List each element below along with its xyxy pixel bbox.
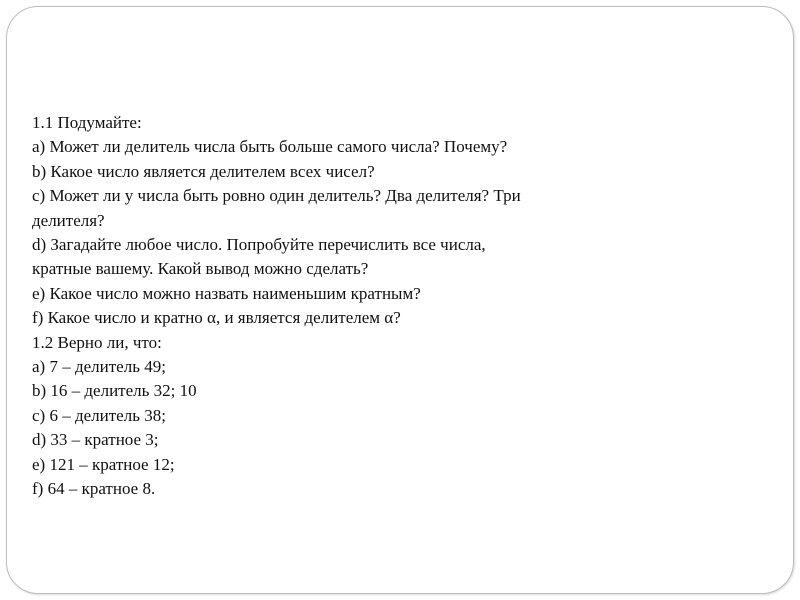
question-1-1-c-continued: делителя? <box>32 210 105 230</box>
question-1-1-b: b) Какое число является делителем всех чисел? <box>32 161 375 181</box>
section-heading-1-2: 1.2 Верно ли, что: <box>32 332 162 352</box>
question-1-1-d-continued: кратные вашему. Какой вывод можно сделать? <box>32 259 369 279</box>
statement-1-2-f: f) 64 – кратное 8. <box>32 479 156 499</box>
question-1-1-a: a) Может ли делитель числа быть больше самого числа? Почему? <box>32 137 508 157</box>
question-1-1-f: f) Какое число и кратно α, и является делителем α? <box>32 308 401 328</box>
statement-1-2-e: e) 121 – кратное 12; <box>32 454 175 474</box>
question-1-1-d: d) Загадайте любое число. Попробуйте перечислить все числа, <box>32 235 486 255</box>
question-1-1-e: e) Какое число можно назвать наименьшим кратным? <box>32 283 421 303</box>
statement-1-2-c: c) 6 – делитель 38; <box>32 405 166 425</box>
statement-1-2-b: b) 16 – делитель 32; 10 <box>32 381 197 401</box>
section-heading-1-1: 1.1 Подумайте: <box>32 113 142 132</box>
question-1-1-c: c) Может ли у числа быть ровно один делитель? Два делителя? Три <box>32 186 521 206</box>
statement-1-2-a: a) 7 – делитель 49; <box>32 357 166 377</box>
statement-1-2-d: d) 33 – кратное 3; <box>32 430 159 450</box>
slide-text-block <box>32 111 632 502</box>
